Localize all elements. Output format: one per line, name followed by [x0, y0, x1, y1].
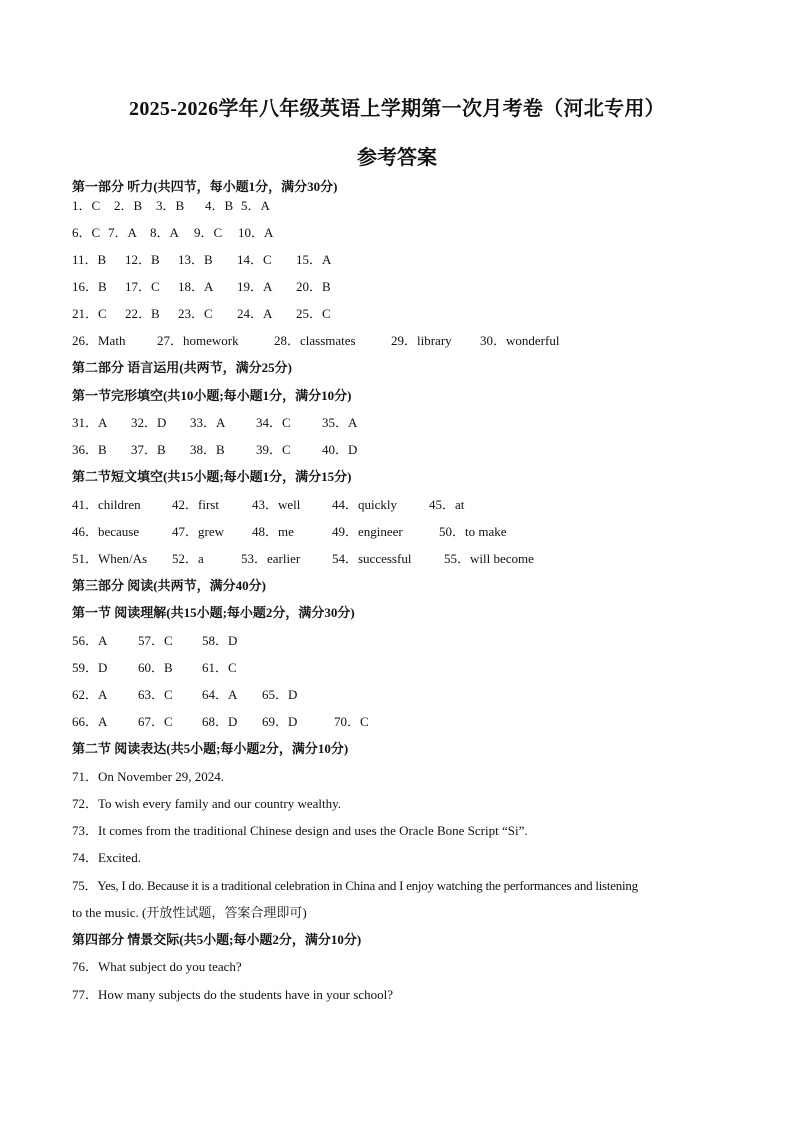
answer-row-13 [72, 660, 237, 676]
section-heading-part3-sec2: 第二节 阅读表达(共5小题;每小题2分，满分10分) [72, 741, 349, 756]
answer-item: 47．grew [172, 524, 224, 539]
answer-76: 76．What subject do you teach? [72, 959, 242, 974]
answer-item: 42．first [172, 497, 219, 512]
answer-row-10 [72, 524, 507, 540]
answer-item: 14．C [237, 252, 272, 267]
answer-item: 40．D [322, 442, 358, 457]
answer-row-2 [72, 225, 273, 241]
answer-item: 7．A [108, 225, 137, 240]
answer-item: 63．C [138, 687, 173, 702]
answer-row-5 [72, 306, 331, 322]
answer-item: 52．a [172, 551, 204, 566]
answer-item: 44．quickly [332, 497, 397, 512]
answer-item: 64．A [202, 687, 238, 702]
answer-item: 66．A [72, 714, 108, 729]
answer-item: 31．A [72, 415, 108, 430]
answer-item: 49．engineer [332, 524, 403, 539]
answer-74: 74．Excited. [72, 850, 141, 865]
answer-item: 69．D [262, 714, 298, 729]
answer-item: 37．B [131, 442, 166, 457]
answer-item: 32．D [131, 415, 167, 430]
answer-item: 38．B [190, 442, 225, 457]
answer-item: 60．B [138, 660, 173, 675]
answer-row-6 [72, 333, 559, 349]
answer-item: 2．B [114, 198, 143, 213]
answer-item: 29．library [391, 333, 452, 348]
answer-item: 43．well [252, 497, 301, 512]
answer-item: 20．B [296, 279, 331, 294]
answer-item: 21．C [72, 306, 107, 321]
answer-item: 8．A [150, 225, 179, 240]
answer-row-9 [72, 497, 464, 513]
answer-item: 50．to make [439, 524, 507, 539]
section-heading-part3-sec1: 第一节 阅读理解(共15小题;每小题2分，满分30分) [72, 605, 355, 620]
answer-item: 23．C [178, 306, 213, 321]
answer-item: 61．C [202, 660, 237, 675]
answer-item: 5．A [241, 198, 270, 213]
answer-item: 9．C [194, 225, 223, 240]
answer-item: 62．A [72, 687, 108, 702]
answer-item: 34．C [256, 415, 291, 430]
answer-item: 41．children [72, 497, 141, 512]
answer-item: 67．C [138, 714, 173, 729]
answer-item: 53．earlier [241, 551, 301, 566]
section-heading-part2-sec1: 第一节完形填空(共10小题;每小题1分，满分10分) [72, 388, 352, 403]
answer-row-15 [72, 714, 369, 730]
answer-item: 24．A [237, 306, 273, 321]
answer-73: 73．It comes from the traditional Chinese design and uses the Oracle Bone Script “Si”. [72, 823, 528, 838]
answer-row-14 [72, 687, 297, 703]
answer-item: 46．because [72, 524, 140, 539]
answer-row-12 [72, 633, 237, 649]
answer-item: 35．A [322, 415, 358, 430]
section-heading-part1: 第一部分 听力(共四节，每小题1分，满分30分) [72, 179, 338, 194]
answer-item: 56．A [72, 633, 108, 648]
answer-item: 13．B [178, 252, 213, 267]
answer-item: 19．A [237, 279, 273, 294]
answer-item: 70．C [334, 714, 369, 729]
answer-row-1 [72, 198, 270, 214]
answer-item: 59．D [72, 660, 108, 675]
answer-77: 77．How many subjects do the students have in your school? [72, 987, 393, 1002]
answer-item: 17．C [125, 279, 160, 294]
answer-item: 22．B [125, 306, 160, 321]
page-title: 2025-2026学年八年级英语上学期第一次月考卷（河北专用） [129, 98, 665, 120]
answer-75-line2: to the music. (开放性试题，答案合理即可) [72, 905, 307, 920]
answer-item: 1．C [72, 198, 101, 213]
answer-item: 25．C [296, 306, 331, 321]
answer-row-8 [72, 442, 357, 458]
section-heading-part2-sec2: 第二节短文填空(共15小题;每小题1分，满分15分) [72, 469, 352, 484]
answer-item: 45．at [429, 497, 465, 512]
answer-item: 65．D [262, 687, 298, 702]
answer-item: 16．B [72, 279, 107, 294]
answer-row-3 [72, 252, 331, 268]
answer-item: 58．D [202, 633, 238, 648]
answer-item: 54．successful [332, 551, 412, 566]
section-heading-part3: 第三部分 阅读(共两节，满分40分) [72, 578, 266, 593]
section-heading-part4: 第四部分 情景交际(共5小题;每小题2分，满分10分) [72, 932, 362, 947]
page-subtitle: 参考答案 [357, 147, 437, 169]
answer-item: 55．will become [444, 551, 534, 566]
answer-item: 39．C [256, 442, 291, 457]
answer-item: 4．B [205, 198, 234, 213]
section-heading-part2: 第二部分 语言运用(共两节，满分25分) [72, 360, 292, 375]
answer-item: 57．C [138, 633, 173, 648]
answer-item: 33．A [190, 415, 226, 430]
answer-item: 68．D [202, 714, 238, 729]
answer-item: 3．B [156, 198, 185, 213]
answer-item: 28．classmates [274, 333, 356, 348]
answer-item: 27．homework [157, 333, 239, 348]
answer-71: 71．On November 29, 2024. [72, 769, 225, 784]
answer-item: 18．A [178, 279, 214, 294]
answer-item: 15．A [296, 252, 332, 267]
answer-item: 6．C [72, 225, 101, 240]
answer-row-7 [72, 415, 357, 431]
answer-row-11 [72, 551, 534, 567]
answer-row-4 [72, 279, 331, 295]
answer-75-line1: 75．Yes, I do. Because it is a traditional celebration in China and I enjoy watching the performances and listening [72, 878, 638, 893]
answer-item: 11．B [72, 252, 107, 267]
answer-item: 12．B [125, 252, 160, 267]
answer-item: 30．wonderful [480, 333, 560, 348]
answer-item: 10．A [238, 225, 274, 240]
answer-item: 26．Math [72, 333, 126, 348]
answer-item: 48．me [252, 524, 294, 539]
answer-item: 36．B [72, 442, 107, 457]
answer-item: 51．When/As [72, 551, 148, 566]
answer-72: 72．To wish every family and our country wealthy. [72, 796, 342, 811]
